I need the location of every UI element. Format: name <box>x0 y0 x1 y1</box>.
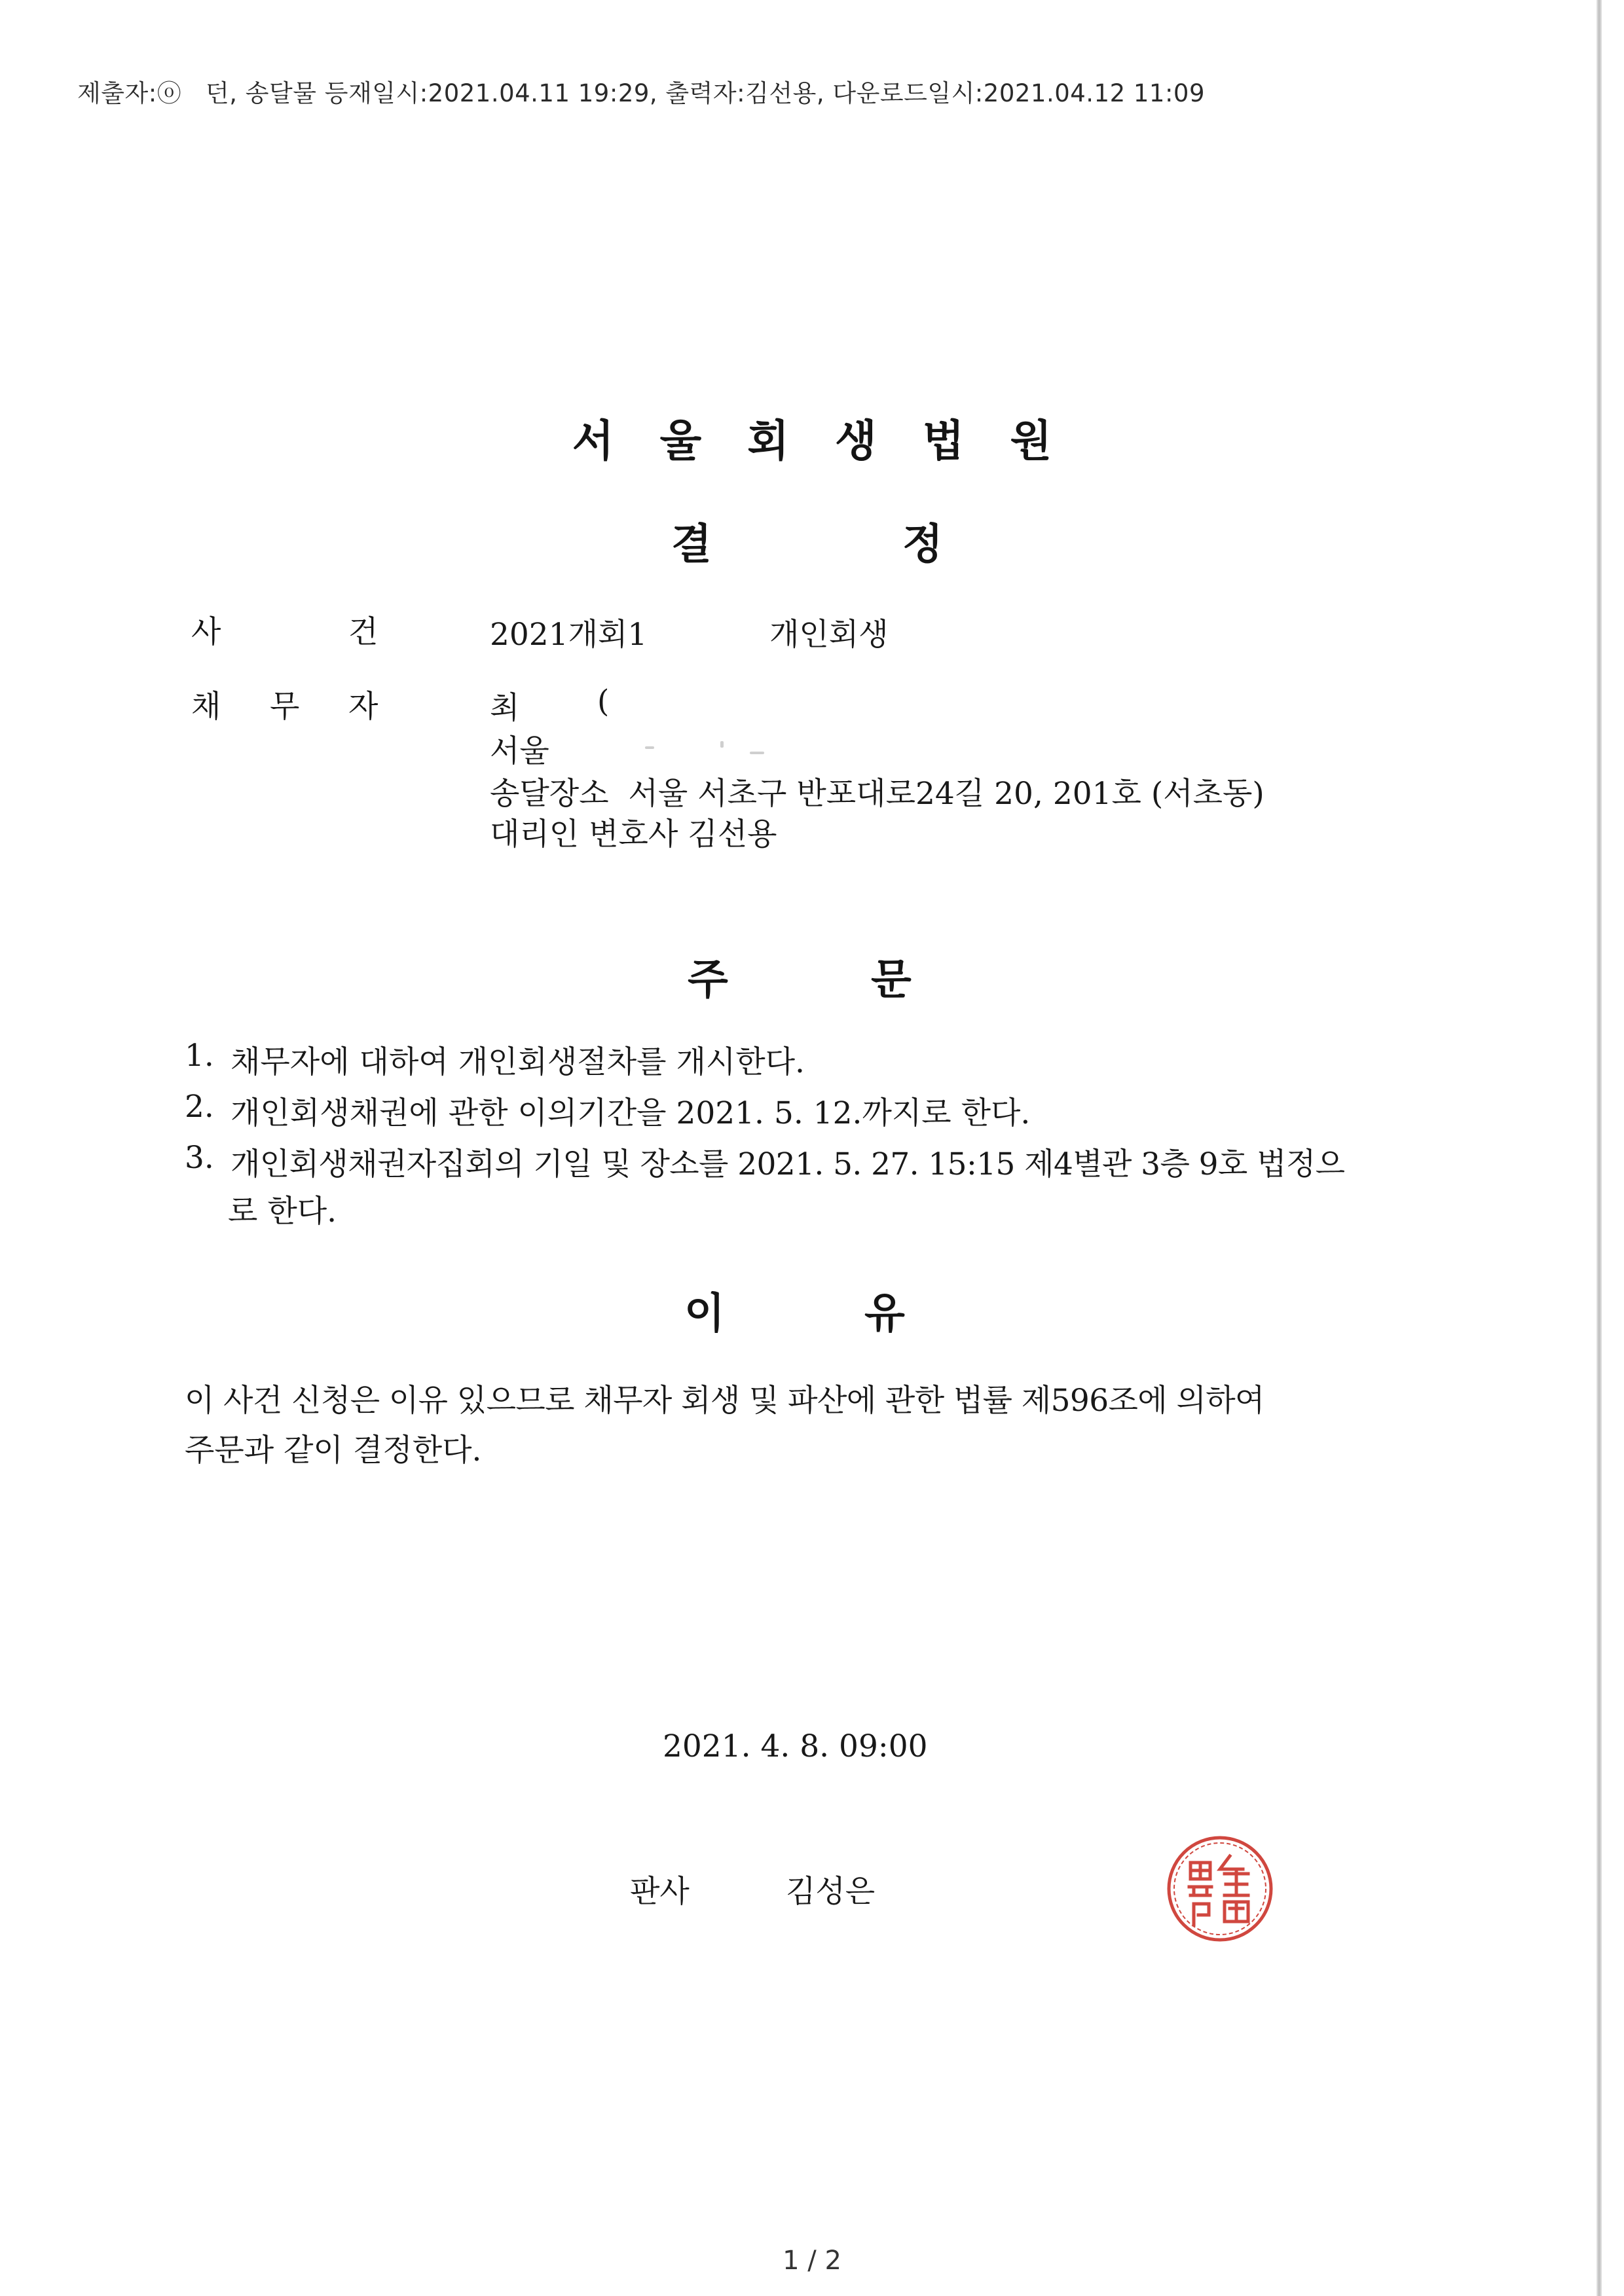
doc-type-char-2: 정 <box>902 520 943 569</box>
debtor-label-char-1: 채 <box>191 689 221 725</box>
case-label-char-1: 사 <box>191 614 221 650</box>
order-3-continuation: 로 한다. <box>228 1194 337 1230</box>
reason-line-2: 주문과 같이 결정한다. <box>185 1432 482 1468</box>
header-metadata: 제출자:ⓞ 던, 송달물 등재일시:2021.04.11 19:29, 출력자:김선용, 다운로드일시:2021.04.12 11:09 <box>77 79 1206 107</box>
case-type: 개인회생 <box>769 617 889 653</box>
redaction-mark <box>720 741 724 748</box>
judge-title: 판사 <box>630 1874 690 1910</box>
debtor-name-paren: ( <box>597 683 610 720</box>
order-1-text: 채무자에 대하여 개인회생절차를 개시한다. <box>231 1044 805 1080</box>
debtor-address: 서울 <box>490 733 549 769</box>
scan-edge-line <box>1596 0 1602 2296</box>
debtor-service-address: 송달장소 서울 서초구 반포대로24길 20, 201호 (서초동) <box>490 776 1264 812</box>
page-number: 1 / 2 <box>783 2246 841 2276</box>
reason-heading-char-1: 이 <box>684 1290 725 1338</box>
redaction-mark <box>750 752 764 754</box>
debtor-name: 최 <box>490 690 520 726</box>
order-heading-char-1: 주 <box>688 956 728 1004</box>
case-label-char-2: 건 <box>348 614 378 650</box>
reason-heading-char-2: 유 <box>864 1290 905 1338</box>
judge-seal-stamp <box>1164 1833 1276 1944</box>
redaction-mark <box>645 746 654 749</box>
order-1-number: 1. <box>185 1038 214 1074</box>
order-2-text: 개인회생채권에 관한 이의기간을 2021. 5. 12.까지로 한다. <box>231 1095 1031 1131</box>
doc-type-char-1: 결 <box>671 520 712 569</box>
case-number: 2021개회1 <box>490 617 648 653</box>
court-name: 서울회생법원 <box>572 416 1098 466</box>
order-2-number: 2. <box>185 1089 214 1125</box>
order-heading-char-2: 문 <box>871 956 912 1004</box>
order-3-number: 3. <box>185 1140 214 1176</box>
reason-line-1: 이 사건 신청은 이유 있으므로 채무자 회생 및 파산에 관한 법률 제596조에 의하여 <box>185 1383 1264 1419</box>
debtor-label-char-2: 무 <box>270 689 300 725</box>
judge-name: 김성은 <box>786 1874 876 1910</box>
debtor-label-char-3: 자 <box>348 689 378 725</box>
order-3-text: 개인회생채권자집회의 기일 및 장소를 2021. 5. 27. 15:15 제4별관 3층 9호 법정으 <box>231 1146 1345 1182</box>
debtor-agent: 대리인 변호사 김선용 <box>490 816 777 852</box>
decision-date: 2021. 4. 8. 09:00 <box>663 1728 928 1764</box>
